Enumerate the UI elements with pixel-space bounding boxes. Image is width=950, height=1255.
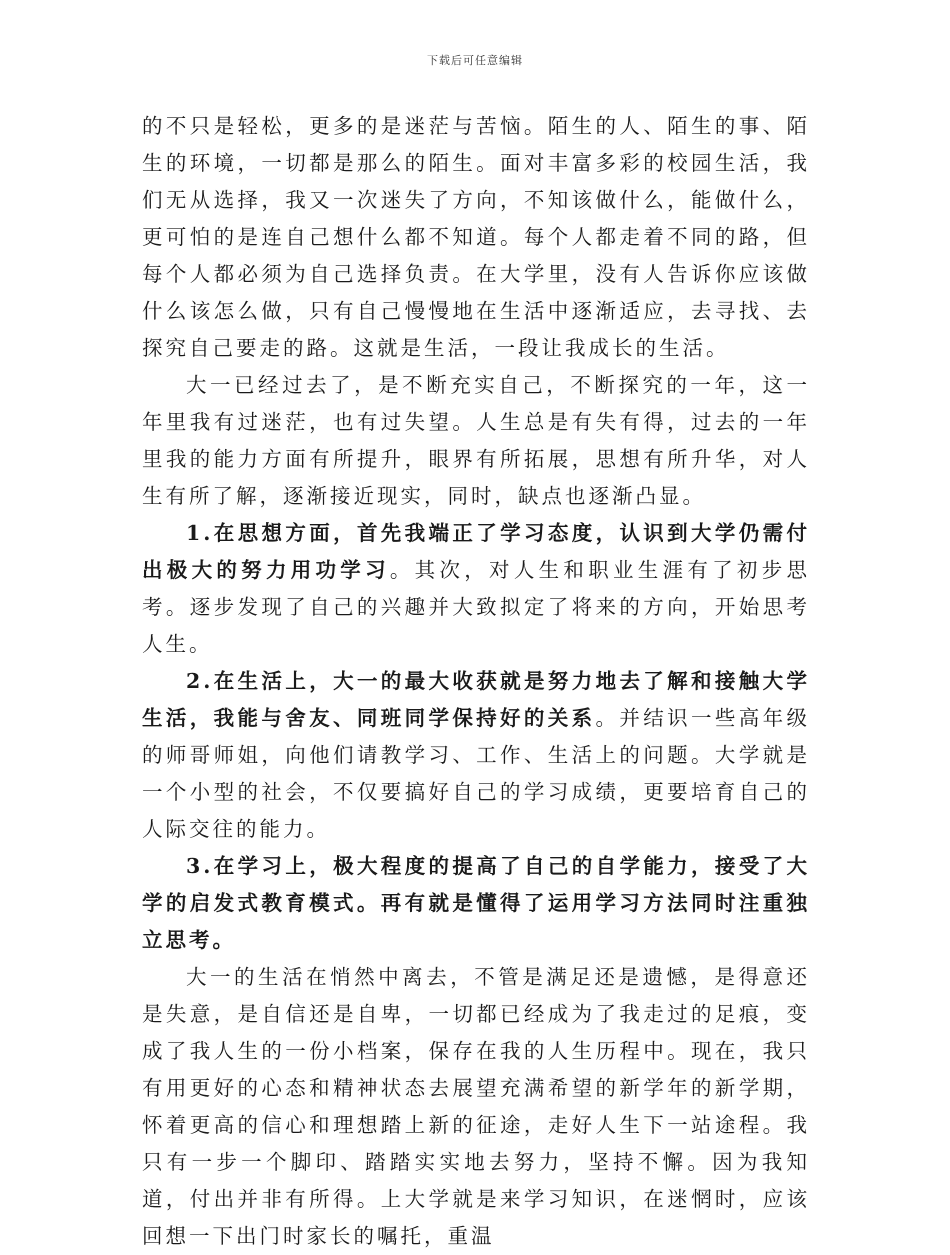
paragraph-2 (142, 367, 810, 515)
paragraph-text: 。并结识一些高年级的师哥师姐，向他们请教学习、工作、生活上的问题。大学就是一个小型的社会，不仅要搞好自己的学习成绩，更要培育自己的人际交往的能力。 (142, 706, 811, 841)
page-header: 下载后可任意编辑 (427, 54, 523, 67)
paragraph-4 (142, 663, 810, 848)
paragraph-bold-text: 1.在思想方面，首先我端正了学习态度，认识到大学仍需付出极大的努力用功学习 (142, 521, 810, 582)
document-body (142, 108, 810, 1255)
paragraph-1 (142, 108, 810, 367)
paragraph-6 (142, 959, 810, 1255)
paragraph-3 (142, 515, 810, 663)
paragraph-text: 大一已经过去了，是不断充实自己，不断探究的一年，这一年里我有过迷茫，也有过失望。人生总是有失有得，过去的一年里我的能力方面有所提升，眼界有所拓展，思想有所升华，对人生有所了解，逐渐接近现实，同时，缺点也逐渐凸显。 (142, 373, 810, 508)
paragraph-bold-text: 2.在生活上，大一的最大收获就是努力地去了解和接触大学生活，我能与舍友、同班同学保持好的关系 (142, 669, 810, 730)
paragraph-text: 。其次，对人生和职业生涯有了初步思考。逐步发现了自己的兴趣并大致拟定了将来的方向，开始思考人生。 (142, 558, 811, 656)
paragraph-text: 的不只是轻松，更多的是迷茫与苦恼。陌生的人、陌生的事、陌生的环境，一切都是那么的陌生。面对丰富多彩的校园生活，我们无从选择，我又一次迷失了方向，不知该做什么，能做什么，更可怕的是连自己想什么都不知道。每个人都走着不同的路，但每个人都必须为自己选择负责。在大学里，没有人告诉你应该做什么该怎么做，只有自己慢慢地在生活中逐渐适应，去寻找、去探究自己要走的路。这就是生活，一段让我成长的生活。 (142, 114, 810, 360)
paragraph-text: 大一的生活在悄然中离去，不管是满足还是遗憾，是得意还是失意，是自信还是自卑，一切都已经成为了我走过的足痕，变成了我人生的一份小档案，保存在我的人生历程中。现在，我只有用更好的心态和精神状态去展望充满希望的新学年的新学期，怀着更高的信心和理想踏上新的征途，走好人生下一站途程。我只有一步一个脚印、踏踏实实地去努力，坚持不懈。因为我知道，付出并非有所得。上大学就是来学习知识，在迷惘时，应该回想一下出门时家长的嘱托，重温 (142, 965, 810, 1248)
paragraph-bold-text: 3.在学习上，极大程度的提高了自己的自学能力，接受了大学的启发式教育模式。再有就是懂得了运用学习方法同时注重独立思考。 (142, 854, 810, 952)
paragraph-5 (142, 848, 810, 959)
